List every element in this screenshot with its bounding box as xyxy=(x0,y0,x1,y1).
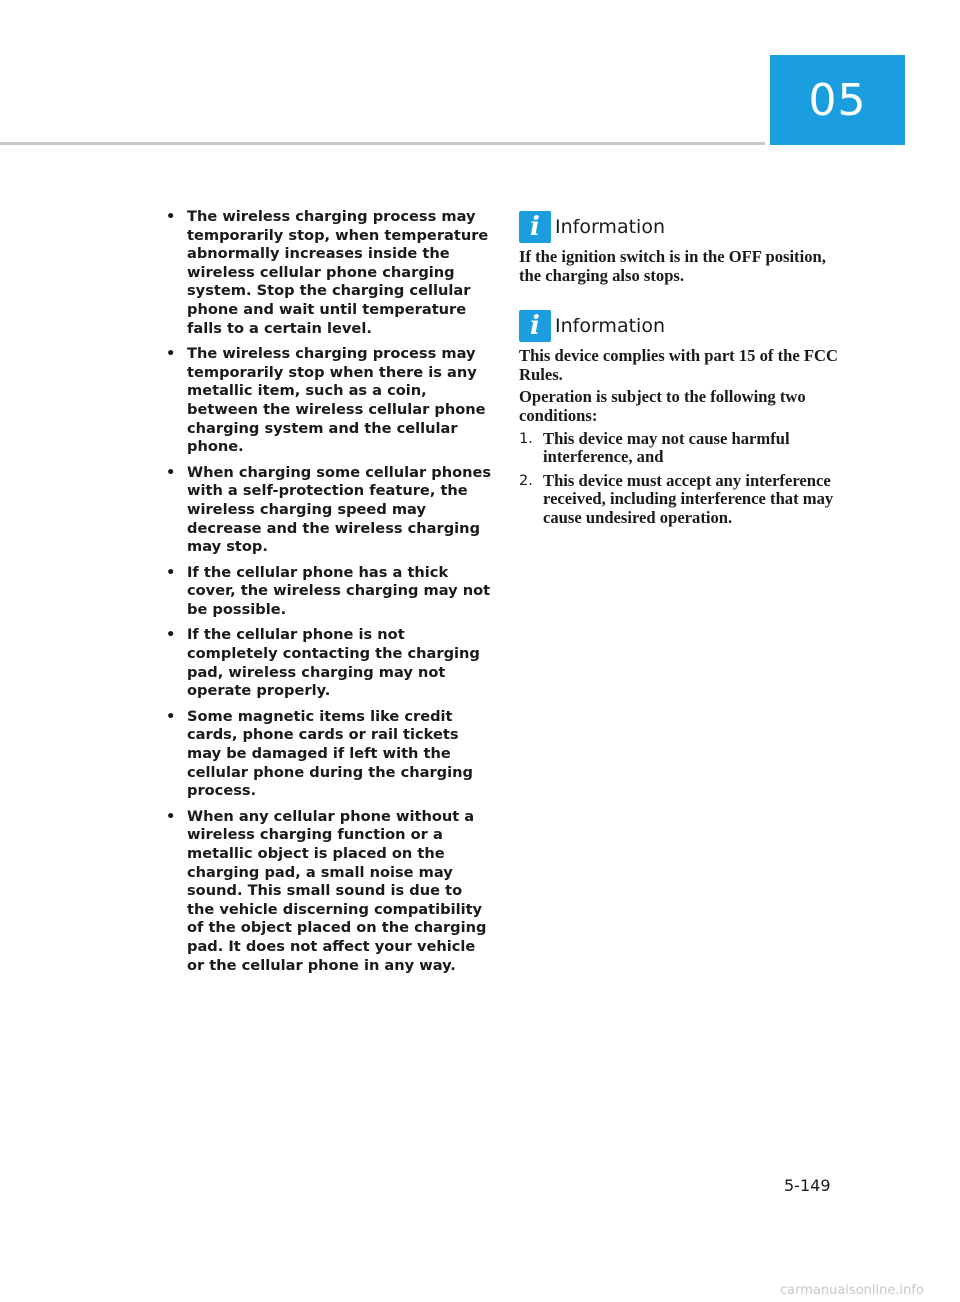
bullet-icon: • xyxy=(166,807,176,825)
list-item-text: The wireless charging process may temporarily stop when there is any metallic item, such as a coin, between the wireless cellular phone charging system and the cellular phone. xyxy=(187,345,486,456)
info-box-ignition xyxy=(519,210,839,285)
info-title: Information xyxy=(555,216,665,238)
info-box-fcc xyxy=(519,309,839,527)
list-item-text: If the cellular phone is not completely contacting the charging pad, wireless charging may not operate properly. xyxy=(187,626,480,700)
info-icon: i xyxy=(519,211,551,243)
list-number: 1. xyxy=(519,429,533,447)
list-item-text: If the cellular phone has a thick cover, the wireless charging may not be possible. xyxy=(187,563,491,618)
bullet-list xyxy=(163,208,493,975)
bullet-icon: • xyxy=(166,707,176,725)
list-item-text: Some magnetic items like credit cards, phone cards or rail tickets may be damaged if left with the cellular phone during the charging process. xyxy=(187,707,473,800)
bullet-icon: • xyxy=(166,463,176,481)
header-rule xyxy=(0,142,765,145)
info-header xyxy=(519,309,839,343)
list-item-text: When any cellular phone without a wireless charging function or a metallic object is placed on the charging pad, a small noise may sound. This small sound is due to the vehicle discerning compatibility of the object placed on the charging pad. It does not affect your vehicle or the cellular phone in any way. xyxy=(187,807,487,974)
list-item xyxy=(163,708,493,801)
info-header xyxy=(519,210,839,244)
bullet-icon: • xyxy=(166,208,176,225)
list-item xyxy=(163,564,493,620)
info-text: Operation is subject to the following two conditions: xyxy=(519,387,806,425)
list-item-text: When charging some cellular phones with a self-protection feature, the wireless charging speed may decrease and the wireless charging may stop. xyxy=(187,463,492,556)
page-number: 5-149 xyxy=(784,1176,831,1195)
list-item xyxy=(163,808,493,975)
list-item xyxy=(163,464,493,557)
left-column xyxy=(163,208,493,982)
list-item-text: This device may not cause harmful interference, and xyxy=(543,428,790,467)
list-item-text: This device must accept any interference received, including interference that may cause undesired operation. xyxy=(543,470,834,527)
list-number: 2. xyxy=(519,471,533,489)
info-icon: i xyxy=(519,310,551,342)
watermark: carmanualsonline.info xyxy=(780,1283,924,1298)
info-text: If the ignition switch is in the OFF position, the charging also stops. xyxy=(519,247,826,285)
right-column xyxy=(519,210,839,552)
bullet-icon: • xyxy=(166,563,176,581)
bullet-icon: • xyxy=(166,626,176,644)
list-item xyxy=(519,472,839,528)
list-item xyxy=(519,430,839,467)
numbered-list xyxy=(519,430,839,528)
chapter-number: 05 xyxy=(808,74,867,126)
chapter-tab xyxy=(770,55,905,145)
list-item-text: The wireless charging process may temporarily stop, when temperature abnormally increases inside the wireless cellular phone charging system. Stop the charging cellular phone and wait until temperature falls to a certain level. xyxy=(187,208,489,337)
bullet-icon: • xyxy=(166,345,176,363)
list-item xyxy=(163,208,493,338)
info-text: This device complies with part 15 of the FCC Rules. xyxy=(519,346,838,384)
list-item xyxy=(163,345,493,457)
info-title: Information xyxy=(555,315,665,338)
list-item xyxy=(163,626,493,700)
